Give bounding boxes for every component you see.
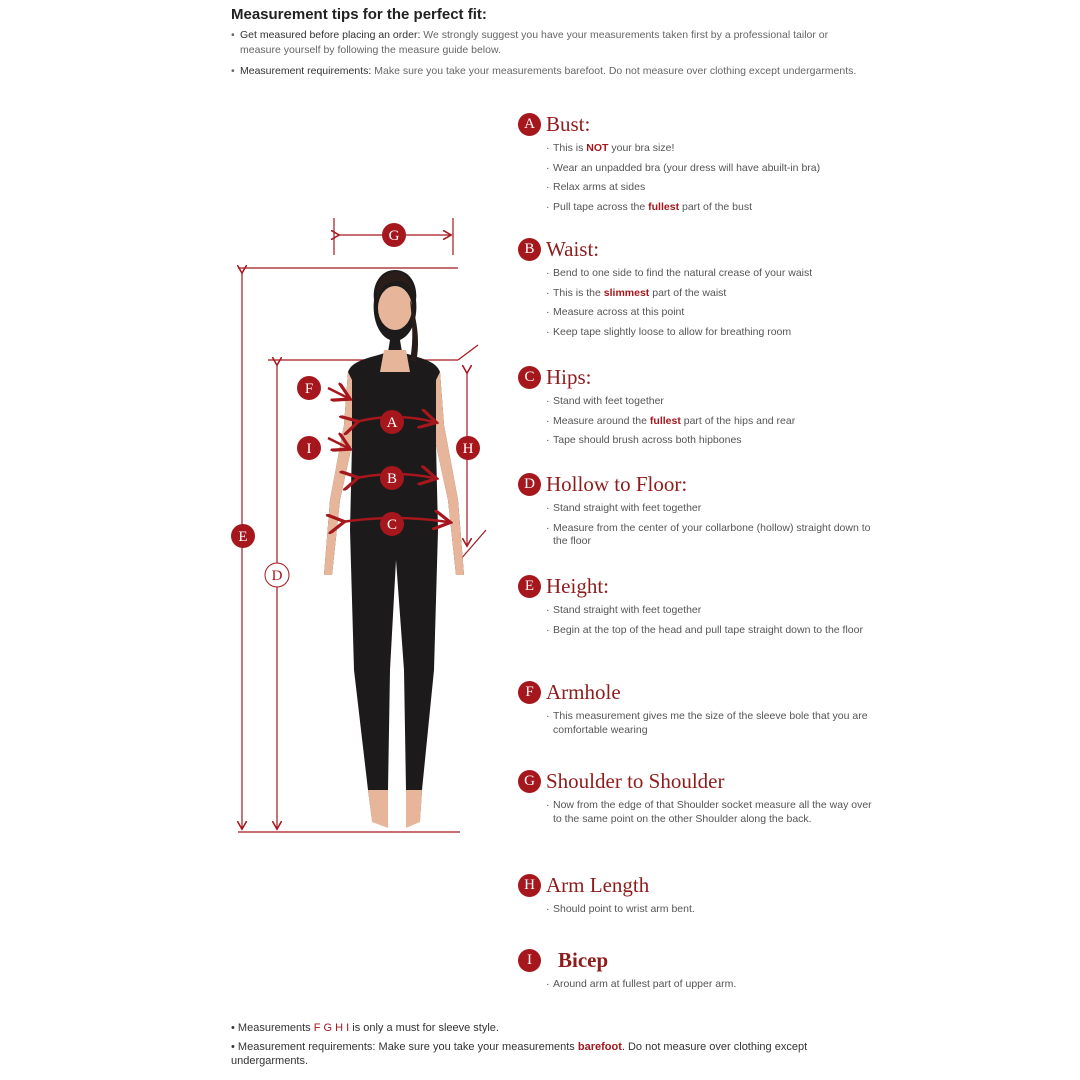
svg-text:H: H — [462, 441, 474, 457]
bullet: · Wear an unpadded bra (your dress will have abuilt-in bra) — [546, 162, 878, 176]
label-g — [382, 223, 406, 247]
tip2-text: Make sure you take your measurements barefoot. Do not measure over clothing except undergarments. — [374, 65, 857, 77]
bullet: · Relax arms at sides — [546, 181, 878, 195]
svg-text:I: I — [306, 441, 312, 457]
bullet: · Pull tape across the fullest part of the bust — [546, 201, 878, 215]
tip-requirements: • Measurement requirements: Make sure you take your measurements barefoot. Do not measure over clothing except undergarments. — [231, 65, 857, 77]
badge-e: E — [518, 575, 541, 598]
badge-h: H — [518, 874, 541, 897]
bullet: · Begin at the top of the head and pull tape straight down to the floor — [546, 624, 878, 638]
badge-a: A — [518, 113, 541, 136]
svg-text:C: C — [386, 517, 398, 533]
svg-text:A: A — [386, 415, 398, 431]
section-hollow-to-floor — [518, 470, 878, 555]
section-title: Arm Length — [546, 872, 650, 897]
bullet: · Stand straight with feet together — [546, 502, 878, 516]
section-title: Shoulder to Shoulder — [546, 768, 725, 793]
tip2-label: Measurement requirements: — [240, 65, 372, 77]
tip-get-measured: • Get measured before placing an order: We strongly suggest you have your measurements taken first by a professional tailor or measure yourself by following the measure guide below. — [231, 29, 829, 56]
label-d — [265, 563, 289, 587]
badge-f: F — [518, 681, 541, 704]
bullet: · This is the slimmest part of the waist — [546, 287, 878, 301]
tips-title: Measurement tips for the perfect fit: — [231, 6, 487, 23]
bullet: · Around arm at fullest part of upper arm. — [546, 978, 878, 992]
bullet: · This measurement gives me the size of the sleeve bole that you are comfortable wearing — [546, 710, 878, 737]
section-hips — [518, 363, 878, 454]
section-title: Hollow to Floor: — [546, 471, 688, 496]
section-waist — [518, 235, 878, 345]
bullet: · Bend to one side to find the natural crease of your waist — [546, 267, 878, 281]
svg-text:B: B — [386, 471, 398, 487]
label-c — [380, 512, 404, 536]
section-bust — [518, 110, 878, 220]
section-title: Hips: — [546, 364, 592, 389]
section-title: Height: — [546, 573, 609, 598]
badge-b: B — [518, 238, 541, 261]
section-shoulder-to-shoulder — [518, 767, 878, 832]
label-b — [380, 466, 404, 490]
label-i — [297, 436, 321, 460]
badge-g: G — [518, 770, 541, 793]
svg-text:D: D — [271, 568, 283, 584]
label-a — [380, 410, 404, 434]
bullet: · Stand with feet together — [546, 395, 878, 409]
section-title: Waist: — [546, 236, 600, 261]
section-title: Bicep — [558, 947, 609, 972]
tip1-text: We strongly suggest you have your measurements taken first by a professional tailor or measure yourself by following the measure guide below. — [240, 29, 829, 56]
section-title: Armhole — [546, 679, 621, 704]
bullet: · This is NOT your bra size! — [546, 142, 878, 156]
svg-text:F: F — [304, 381, 314, 397]
section-title: Bust: — [546, 111, 591, 136]
section-bicep — [518, 946, 878, 998]
bullet: · Stand straight with feet together — [546, 604, 878, 618]
bullet: · Tape should brush across both hipbones — [546, 434, 878, 448]
bullet: · Keep tape slightly loose to allow for breathing room — [546, 326, 878, 340]
badge-i: I — [518, 949, 541, 972]
bullet: · Measure across at this point — [546, 306, 878, 320]
svg-text:G: G — [388, 228, 400, 244]
bullet: · Should point to wrist arm bent. — [546, 903, 878, 917]
bullet: · Measure around the fullest part of the hips and rear — [546, 415, 878, 429]
footer-note-sleeve: • Measurements F G H I is only a must for sleeve style. — [231, 1022, 499, 1034]
label-h — [456, 436, 480, 460]
badge-d: D — [518, 473, 541, 496]
label-e — [231, 524, 255, 548]
section-arm-length — [518, 871, 878, 923]
bullet: · Measure from the center of your collarbone (hollow) straight down to the floor — [546, 522, 878, 549]
label-f — [297, 376, 321, 400]
section-height — [518, 572, 878, 643]
measurement-diagram — [220, 200, 520, 850]
section-armhole — [518, 678, 878, 743]
tip1-label: Get measured before placing an order: — [240, 29, 421, 41]
figure-silhouette — [324, 270, 464, 828]
badge-c: C — [518, 366, 541, 389]
footer-note-requirements: • Measurement requirements: Make sure you take your measurements barefoot. Do not measure over clothing except undergarments. — [231, 1041, 808, 1067]
bullet: · Now from the edge of that Shoulder socket measure all the way over to the same point on the other Shoulder along the back. — [546, 799, 878, 826]
svg-text:E: E — [238, 529, 248, 545]
